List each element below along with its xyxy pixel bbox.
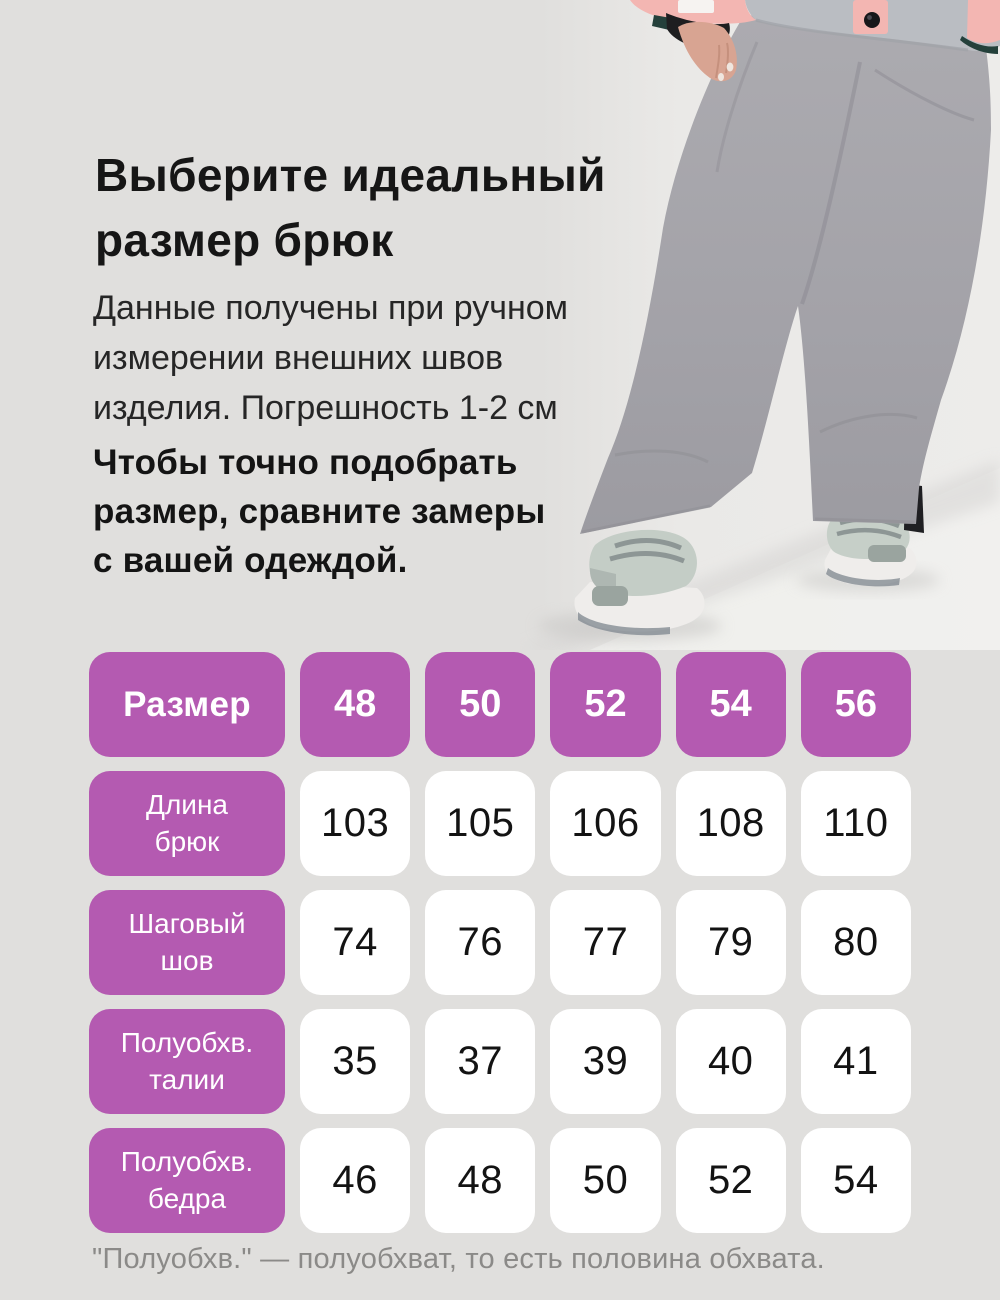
size-column-header: 54 [676,652,786,757]
size-table [89,652,911,1233]
nail [727,63,734,72]
table-value: 35 [300,1009,410,1114]
footnote: "Полуобхв." — полуобхват, то есть половина обхвата. [92,1243,825,1275]
table-value: 79 [676,890,786,995]
table-value: 106 [550,771,660,876]
emphasis-line: размер, сравните замеры [93,492,546,531]
emphasis-text [93,438,545,585]
title-line: размер брюк [95,214,394,267]
table-value: 80 [801,890,911,995]
size-column-header: 52 [550,652,660,757]
row-label-length: Длина брюк [89,771,285,876]
row-label-half-waist: Полуобхв. талии [89,1009,285,1114]
table-value: 39 [550,1009,660,1114]
jacket-button [864,12,880,28]
table-value: 76 [425,890,535,995]
jacket-pink-right [967,0,1000,43]
size-column-header: 56 [801,652,911,757]
table-value: 40 [676,1009,786,1114]
emphasis-line: с вашей одеждой. [93,541,408,580]
nail [718,73,724,81]
right-sneaker [824,513,916,587]
table-header-size-label: Размер [89,652,285,757]
table-value: 74 [300,890,410,995]
table-value: 77 [550,890,660,995]
table-value: 105 [425,771,535,876]
intro-text [93,284,568,434]
table-value: 46 [300,1128,410,1233]
size-column-header: 48 [300,652,410,757]
table-value: 54 [801,1128,911,1233]
intro-line: Данные получены при ручном [93,289,569,327]
table-value: 110 [801,771,911,876]
intro-line: измерении внешних швов [93,338,504,377]
table-value: 108 [676,771,786,876]
model-photo [520,0,1000,650]
intro-line: изделия. Погрешность 1-2 см [93,388,558,427]
size-column-header: 50 [425,652,535,757]
jacket-velcro-tab [678,0,714,13]
table-value: 50 [550,1128,660,1233]
table-value: 52 [676,1128,786,1233]
table-value: 103 [300,771,410,876]
page-title [95,143,606,274]
emphasis-line: Чтобы точно подобрать [93,443,518,482]
title-line: Выберите идеальный [95,149,606,201]
table-value: 37 [425,1009,535,1114]
table-value: 48 [425,1128,535,1233]
row-label-inseam: Шаговый шов [89,890,285,995]
table-value: 41 [801,1009,911,1114]
row-label-half-hips: Полуобхв. бедра [89,1128,285,1233]
